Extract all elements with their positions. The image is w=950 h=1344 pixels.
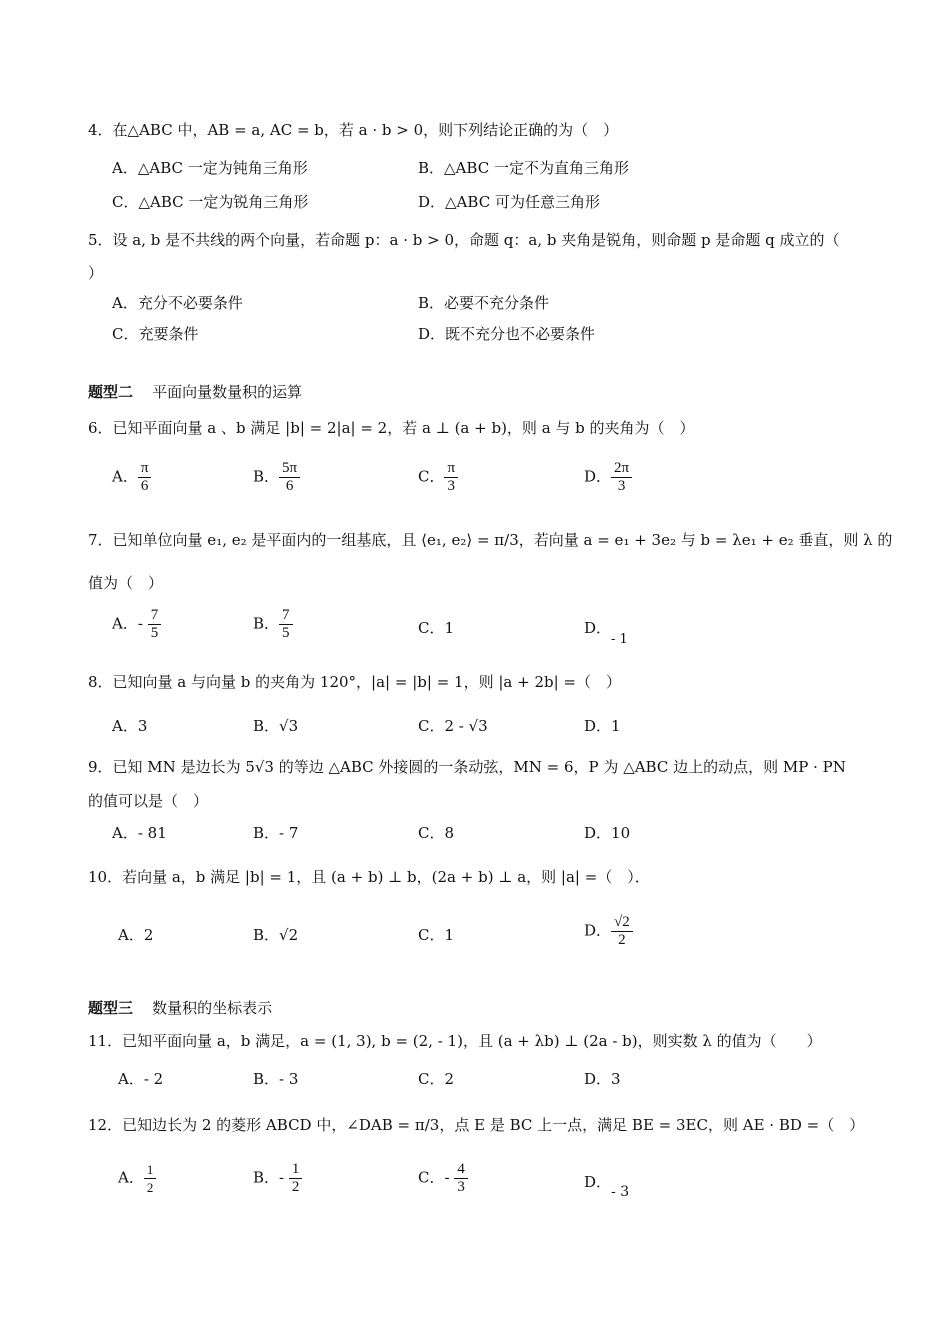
q11-option-a: A．- 2: [118, 1070, 164, 1088]
fraction: $\frac{7}{5}$: [279, 607, 293, 642]
q12-stem: 12．已知边长为 2 的菱形 ABCD 中，∠DAB = π/3，点 E 是 BC 上一点，满足 BE = 3EC，则 AE · BD =（ ）: [88, 1116, 865, 1134]
q10-option-c: C．1: [418, 926, 455, 944]
q7-stem: 7．已知单位向量 e₁, e₂ 是平面内的一组基底，且 ⟨e₁, e₂⟩ = π/3，若向量 a = e₁ + 3e₂ 与 b = λe₁ + e₂ 垂直，则 λ 的: [88, 531, 893, 549]
q4-option-b: B．△ABC 一定不为直角三角形: [418, 159, 629, 177]
q8-option-a: A．3: [112, 717, 148, 735]
q8-stem: 8．已知向量 a 与向量 b 的夹角为 120°，|a| = |b| = 1，则 |a + 2b| =（ ）: [88, 673, 621, 691]
fraction: $\frac{4}{3}$: [454, 1161, 468, 1196]
q4-stem: 4．在△ABC 中，AB = a, AC = b，若 a · b > 0，则下列结论正确的为（ ）: [88, 121, 619, 139]
section-3-tag: 题型三: [88, 999, 134, 1017]
fraction: $\frac{2\pi}{3}$: [611, 460, 632, 495]
fraction: $\frac{1}{2}$: [144, 1161, 157, 1196]
q5-stem: 5．设 a, b 是不共线的两个向量，若命题 p：a · b > 0，命题 q：a, b 夹角是锐角，则命题 p 是命题 q 成立的（: [88, 231, 840, 249]
q9-option-d: D．10: [584, 824, 631, 842]
q6-option-c: C． $\frac{\pi}{3}$: [418, 460, 458, 495]
q11-option-d: D．3: [584, 1070, 621, 1088]
q7-option-c: C．1: [418, 619, 455, 637]
q6-option-a: A． $\frac{\pi}{6}$: [112, 460, 151, 495]
q6-stem: 6．已知平面向量 a 、b 满足 |b| = 2|a| = 2，若 a ⊥ (a + b)，则 a 与 b 的夹角为（ ）: [88, 419, 695, 437]
section-2-tag: 题型二: [88, 383, 134, 401]
q9-option-a: A．- 81: [112, 824, 167, 842]
q5-option-b: B．必要不充分条件: [418, 294, 550, 312]
q10-stem: 10．若向量 a，b 满足 |b| = 1，且 (a + b) ⊥ b，(2a + b) ⊥ a，则 |a| =（ ）．: [88, 868, 650, 886]
q6-option-b: B． $\frac{5\pi}{6}$: [253, 460, 300, 495]
q11-option-c: C．2: [418, 1070, 455, 1088]
fraction: $\frac{7}{5}$: [148, 607, 162, 642]
q7-option-d: D．- 1: [584, 619, 628, 647]
q5-option-a: A．充分不必要条件: [112, 294, 243, 312]
fraction: $\frac{\pi}{6}$: [138, 460, 152, 495]
q7-option-b: B． $\frac{7}{5}$: [253, 607, 293, 642]
q12-option-b: B．- $\frac{1}{2}$: [253, 1161, 302, 1196]
q9-stem-cont: 的值可以是（ ）: [88, 792, 209, 810]
q11-stem: 11．已知平面向量 a，b 满足，a = (1, 3), b = (2, - 1)，且 (a + λb) ⊥ (2a - b)，则实数 λ 的值为（ ）: [88, 1032, 822, 1050]
section-3-title: 数量积的坐标表示: [152, 999, 273, 1017]
q6-option-d: D． $\frac{2\pi}{3}$: [584, 460, 632, 495]
q7-option-a: A．- $\frac{7}{5}$: [112, 607, 161, 642]
fraction: $\frac{\pi}{3}$: [444, 460, 458, 495]
q4-option-c: C．△ABC 一定为锐角三角形: [112, 193, 309, 211]
q9-option-b: B．- 7: [253, 824, 299, 842]
q4-option-a: A．△ABC 一定为钝角三角形: [112, 159, 308, 177]
q8-option-d: D．1: [584, 717, 621, 735]
section-2-title: 平面向量数量积的运算: [152, 383, 303, 401]
q9-option-c: C．8: [418, 824, 455, 842]
q7-stem-cont: 值为（ ）: [88, 574, 164, 592]
fraction: $\frac{5\pi}{6}$: [279, 460, 300, 495]
q10-option-b: B．√2: [253, 926, 299, 944]
q12-option-a: A． $\frac{1}{2}$: [118, 1161, 156, 1196]
section-2-heading: [88, 382, 302, 402]
q8-option-b: B．√3: [253, 717, 299, 735]
q10-option-d: D． $\frac{√2}{2}$: [584, 914, 633, 949]
fraction: $\frac{1}{2}$: [289, 1161, 303, 1196]
q12-option-c: C．- $\frac{4}{3}$: [418, 1161, 468, 1196]
section-3-heading: [88, 998, 272, 1018]
q11-option-b: B．- 3: [253, 1070, 299, 1088]
fraction: $\frac{√2}{2}$: [611, 914, 633, 949]
q4-option-d: D．△ABC 可为任意三角形: [418, 193, 600, 211]
q8-option-c: C．2 - √3: [418, 717, 488, 735]
q10-option-a: A．2: [118, 926, 154, 944]
q12-option-d: D．- 3: [584, 1173, 630, 1200]
q5-option-d: D．既不充分也不必要条件: [418, 325, 596, 343]
q5-stem-cont: ）: [88, 264, 104, 282]
q9-stem: 9．已知 MN 是边长为 5√3 的等边 △ABC 外接圆的一条动弦，MN = 6，P 为 △ABC 边上的动点，则 MP · PN: [88, 758, 846, 776]
q5-option-c: C．充要条件: [112, 325, 199, 343]
